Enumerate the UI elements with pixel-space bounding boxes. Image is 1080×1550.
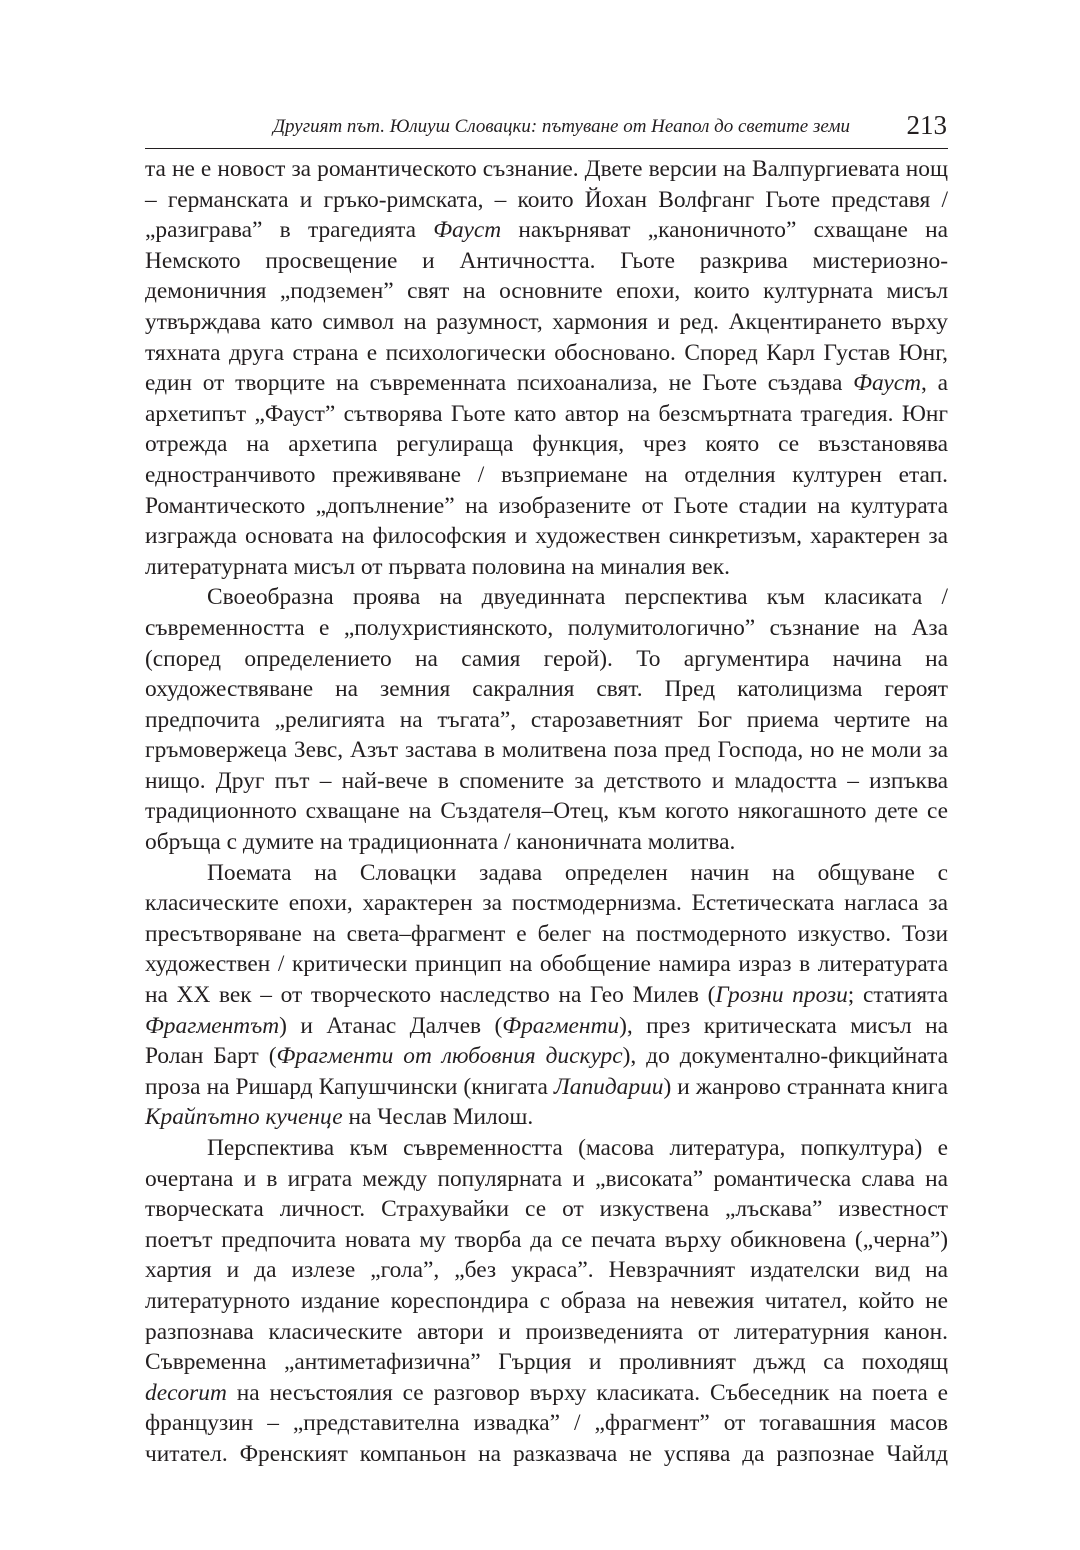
text-run: ; статията bbox=[847, 982, 948, 1009]
text-run: на несъстоялия се разговор върху класиката. Събеседник на поета е французин – „представителна извадка” / „фрагмент” от тогавашния масов читател. Френският компаньон на разказвача не успява да разпознае Чайлд bbox=[145, 1379, 948, 1467]
text-run: та не е новост за романтическото съзнание. Двете версии на Валпургиевата нощ – германската и гръко-римската, – които Йохан Волфганг Гьоте представя / „разиграва” в трагедията bbox=[145, 156, 948, 244]
text-run: ) и жанрово странната книга bbox=[663, 1073, 948, 1100]
paragraph bbox=[145, 154, 948, 582]
text-run: ), до документално-фикцийната проза на Ришард Капушчински (книгата bbox=[145, 1043, 948, 1100]
italic-text: Фрагменти от любовния дискурс bbox=[276, 1043, 623, 1070]
text-run: ) и Атанас Далчев ( bbox=[279, 1012, 503, 1039]
text-run: Своеобразна проява на двуединната перспектива към класиката / съвременността е „полухристиянското, полумитологично” съзнание на Аза (според определението на самия герой). То аргументира начина на охудожествяване на земния сакралния свят. Пред католицизма героят предпочита „религията на тъгата”, старозаветният Бог приема чертите на гръмовержеца Зевс, Азът застава в молитвена поза пред Господа, но не моли за нищо. Друг път – най-вече в спомените за детството и младостта – изпъква традиционното схващане на Създателя–Отец, към когото някогашното дете се обръща с думите на традиционната / каноничната молитва. bbox=[145, 584, 948, 856]
italic-text: Фрагменти bbox=[502, 1012, 620, 1039]
paragraph bbox=[145, 858, 948, 1133]
italic-text: Фауст bbox=[853, 370, 922, 397]
body-text bbox=[145, 154, 948, 1470]
page-number: 213 bbox=[906, 110, 947, 140]
running-header bbox=[145, 112, 948, 149]
italic-text: Фрагментът bbox=[145, 1012, 280, 1039]
italic-text: Фауст bbox=[433, 217, 502, 244]
text-run: ), през критическата мисъл на Ролан Барт ( bbox=[145, 1012, 949, 1070]
text-run: , а архетипът „Фауст” сътворява Гьоте като автор на безсмъртната трагедия. Юнг отрежда на архетипа регулираща функция, чрез която се възстановява едностранчивото преживяване / възприемане на отделния културен етап. Романтическото „допълнение” на изобразените от Гьоте стадии на културата изгражда основата на философския и художествен синкретизъм, характерен за литературната мисъл от първата половина на миналия век. bbox=[145, 370, 949, 580]
text-run: на Чеслав Милош. bbox=[342, 1104, 534, 1131]
italic-text: Крайпътно кученце bbox=[145, 1104, 343, 1131]
paragraph bbox=[145, 1133, 948, 1470]
text-run: Поемата на Словацки задава определен начин на общуване с класическите епохи, характерен за постмодернизма. Естетическата нагласа за пресътворяване на света–фрагмент е белег на постмодерното изкуство. Този художествен / критически принцип на обобщение намира израз в литературата на XX век – от творческото наследство на Гео Милев ( bbox=[145, 859, 948, 1009]
italic-text: Лапидарии bbox=[553, 1073, 664, 1100]
paragraph bbox=[145, 582, 948, 857]
italic-text: decorum bbox=[145, 1379, 227, 1406]
text-run: Перспектива към съвременността (масова литература, попкултура) е очертана и в играта между популярната и „високата” романтическа слава на творческата личност. Страхувайки се от изкуствена „лъскава” известност поетът предпочита новата му творба да се печата върху обикновена („черна”) хартия и да излезе „гола”, „без украса”. Невзрачният издателски вид на литературното издание кореспондира с образа на невежия читател, който не разпознава класическите автори и произведенията от литературния канон. Съвременна „антиметафизична” Гърция и проливният дъжд са походящ bbox=[145, 1135, 948, 1376]
text-run: накърняват „каноничното” схващане на Немското просвещение и Античността. Гьоте разкрива мистериозно-демоничния „подземен” свят на основните епохи, които културната мисъл утвърждава като символ на разумност, хармония и ред. Акцентирането върху тяхната друга страна е психологически обосновано. Според Карл Густав Юнг, един от творците на съвременната психоанализа, не Гьоте създава bbox=[145, 217, 948, 397]
italic-text: Грозни прози bbox=[715, 982, 848, 1009]
running-title: Другият път. Юлиуш Словацки: пътуване от Неапол до светите земи bbox=[272, 116, 850, 137]
